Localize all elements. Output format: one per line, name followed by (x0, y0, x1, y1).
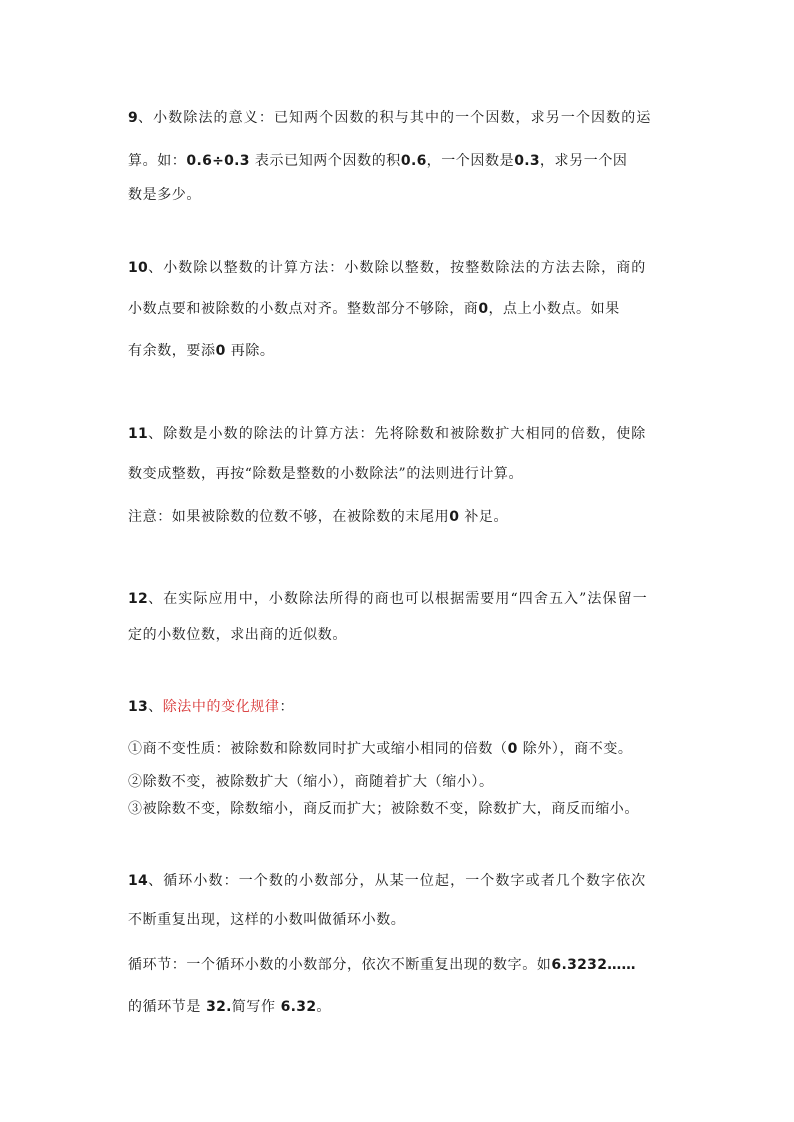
s13-heading: 13、除法中的变化规律： (128, 699, 295, 715)
s14-cycle-line-1: 循环节：一个循环小数的小数部分，依次不断重复出现的数字。如6.3232…… (128, 957, 636, 973)
s13-rule-3: ③被除数不变，除数缩小，商反而扩大；被除数不变，除数扩大，商反而缩小。 (128, 801, 639, 817)
s14-number: 14 (128, 873, 149, 889)
s12-number: 12 (128, 591, 149, 607)
s10-line-2: 小数点要和被除数的小数点对齐。整数部分不够除，商0，点上小数点。如果 (128, 301, 620, 317)
s10-number: 10 (128, 260, 149, 276)
s9-number: 9 (128, 110, 139, 126)
s13-number: 13 (128, 699, 149, 715)
s14-line-2: 不断重复出现，这样的小数叫做循环小数。 (128, 912, 406, 928)
s10-line-1: 10、小数除以整数的计算方法：小数除以整数，按整数除法的方法去除，商的 (128, 260, 647, 276)
s11-line-2: 数变成整数，再按“除数是整数的小数除法”的法则进行计算。 (128, 466, 524, 482)
s9-line-2: 算。如：0.6÷0.3 表示已知两个因数的积0.6，一个因数是0.3，求另一个因 (128, 153, 628, 169)
s14-cycle-line-2: 的循环节是 32.简写作 6.32。 (128, 999, 331, 1015)
s13-rule-2: ②除数不变，被除数扩大（缩小），商随着扩大（缩小）。 (128, 774, 494, 790)
s9-line-3: 数是多少。 (128, 187, 201, 203)
s14-line-1: 14、循环小数：一个数的小数部分，从某一位起，一个数字或者几个数字依次 (128, 873, 647, 889)
s11-note: 注意：如果被除数的位数不够，在被除数的末尾用0 补足。 (128, 509, 509, 525)
s12-line-2: 定的小数位数，求出商的近似数。 (128, 627, 347, 643)
s10-line-3: 有余数，要添0 再除。 (128, 343, 275, 359)
s9-line-1: 9、小数除法的意义：已知两个因数的积与其中的一个因数，求另一个因数的运 (128, 110, 652, 126)
s13-rule-1: ①商不变性质：被除数和除数同时扩大或缩小相同的倍数（0 除外），商不变。 (128, 741, 633, 757)
s11-number: 11 (128, 426, 149, 442)
s11-line-1: 11、除数是小数的除法的计算方法：先将除数和被除数扩大相同的倍数，使除 (128, 426, 647, 442)
s13-title: 除法中的变化规律 (162, 699, 280, 715)
s12-line-1: 12、在实际应用中，小数除法所得的商也可以根据需要用“四舍五入”法保留一 (128, 591, 648, 607)
